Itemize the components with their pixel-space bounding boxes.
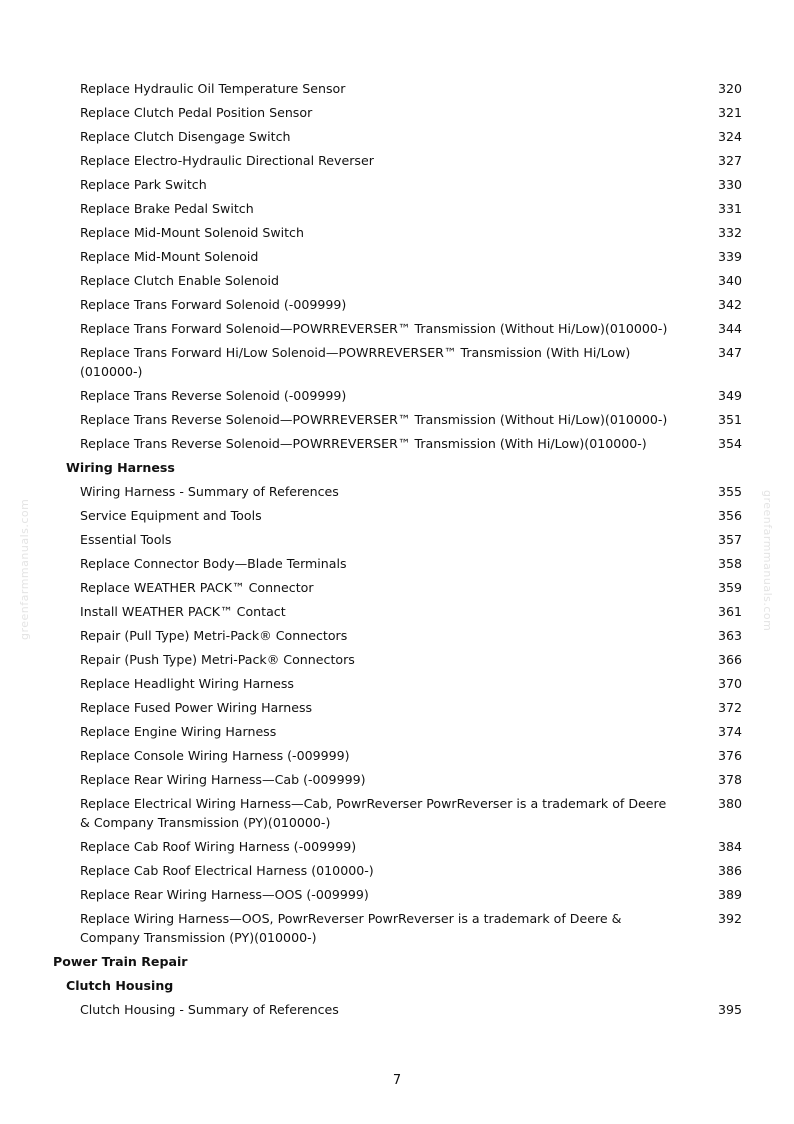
- toc-section-heading[interactable]: [0, 455, 794, 479]
- toc-entry-page: 366: [717, 651, 742, 667]
- toc-entry[interactable]: [0, 148, 794, 172]
- toc-entry-title: Replace Connector Body—Blade Terminals: [80, 555, 347, 571]
- toc-entry-title: Replace Console Wiring Harness (-009999): [80, 747, 350, 763]
- toc-entry[interactable]: [0, 767, 794, 791]
- toc-entry[interactable]: [0, 719, 794, 743]
- toc-entry-page: 351: [717, 411, 742, 427]
- toc-entry-page: 332: [717, 224, 742, 240]
- toc-section-heading[interactable]: [0, 949, 794, 973]
- toc-entry-page: 355: [717, 483, 742, 499]
- toc-entry[interactable]: [0, 599, 794, 623]
- toc-entry[interactable]: [0, 76, 794, 100]
- toc-entry-title: Replace Cab Roof Wiring Harness (-009999): [80, 838, 357, 854]
- toc-entry-page: 376: [717, 747, 742, 763]
- watermark-right: greenfarmmanuals.com: [761, 490, 774, 632]
- toc-entry[interactable]: [0, 527, 794, 551]
- toc-entry[interactable]: [0, 431, 794, 455]
- toc-entry-page: 389: [717, 886, 742, 902]
- watermark-left: greenfarmmanuals.com: [18, 498, 31, 640]
- toc-entry-page: 330: [717, 176, 742, 192]
- toc-entry-title: Replace Trans Reverse Solenoid—POWRREVERSER™ Transmission (Without Hi/Low)(010000-): [80, 411, 668, 427]
- toc-entry-page: 356: [717, 507, 742, 523]
- toc-entry[interactable]: [0, 383, 794, 407]
- toc-entry-title: Replace Fused Power Wiring Harness: [80, 699, 313, 715]
- toc-entry-page: 340: [717, 272, 742, 288]
- toc-entry-title: Clutch Housing: [66, 977, 174, 993]
- toc-entry-page: 347: [717, 344, 742, 360]
- toc-entry[interactable]: [0, 244, 794, 268]
- toc-entry-title: Wiring Harness: [66, 459, 175, 475]
- toc-entry[interactable]: [0, 316, 794, 340]
- toc-entry[interactable]: [0, 743, 794, 767]
- toc-entry[interactable]: [0, 623, 794, 647]
- toc-entry[interactable]: [0, 124, 794, 148]
- toc-entry-title: Replace Engine Wiring Harness: [80, 723, 277, 739]
- toc-entry-page: 358: [717, 555, 742, 571]
- toc-entry-page: 363: [717, 627, 742, 643]
- toc-entry-page: 327: [717, 152, 742, 168]
- toc-entry-page: 324: [717, 128, 742, 144]
- toc-entry-title: Replace Rear Wiring Harness—OOS (-009999): [80, 886, 369, 902]
- toc-entry-title: Replace Park Switch: [80, 176, 207, 192]
- toc-entry-title: Replace Hydraulic Oil Temperature Sensor: [80, 80, 346, 96]
- toc-entry-page: 357: [717, 531, 742, 547]
- toc-entry[interactable]: [0, 834, 794, 858]
- toc-entry[interactable]: [0, 503, 794, 527]
- toc-entry[interactable]: [0, 575, 794, 599]
- toc-entry-title: Replace Brake Pedal Switch: [80, 200, 254, 216]
- toc-entry-page: 320: [717, 80, 742, 96]
- toc-entry-title: Service Equipment and Tools: [80, 507, 262, 523]
- toc-entry[interactable]: [0, 172, 794, 196]
- toc-entry-page: 342: [717, 296, 742, 312]
- toc-entry-title: Replace Mid-Mount Solenoid: [80, 248, 259, 264]
- toc-entry-page: 370: [717, 675, 742, 691]
- toc-entry-page: 392: [717, 910, 742, 926]
- toc-entry-page: 384: [717, 838, 742, 854]
- toc-entry-page: 344: [717, 320, 742, 336]
- toc-entry-page: 372: [717, 699, 742, 715]
- toc-entry-title: Replace Headlight Wiring Harness: [80, 675, 294, 691]
- toc-entry-page: 349: [717, 387, 742, 403]
- toc-entry[interactable]: [0, 791, 794, 834]
- toc-entry[interactable]: [0, 695, 794, 719]
- toc-entry-page: 361: [717, 603, 742, 619]
- toc-entry[interactable]: [0, 997, 794, 1021]
- toc-entry[interactable]: [0, 647, 794, 671]
- toc-entry-page: 378: [717, 771, 742, 787]
- toc-entry-page: 380: [717, 795, 742, 811]
- toc-entry-title: Replace Trans Reverse Solenoid—POWRREVERSER™ Transmission (With Hi/Low)(010000-): [80, 435, 647, 451]
- toc-entry-title: Wiring Harness - Summary of References: [80, 483, 339, 499]
- toc-entry[interactable]: [0, 100, 794, 124]
- toc-entry[interactable]: [0, 196, 794, 220]
- toc-entry-title: Replace Trans Forward Solenoid (-009999): [80, 296, 347, 312]
- toc-entry[interactable]: [0, 479, 794, 503]
- toc-entry-title: Power Train Repair: [53, 953, 188, 969]
- toc-entry-title: Replace Trans Reverse Solenoid (-009999): [80, 387, 347, 403]
- toc-entry-title: Replace Clutch Enable Solenoid: [80, 272, 279, 288]
- toc-entry-page: 331: [717, 200, 742, 216]
- toc-entry-title: Replace Electro-Hydraulic Directional Reverser: [80, 152, 374, 168]
- toc-entry[interactable]: [0, 858, 794, 882]
- toc-entry-page: 354: [717, 435, 742, 451]
- toc-entry-title: Replace Cab Roof Electrical Harness (010000-): [80, 862, 374, 878]
- toc-entry[interactable]: [0, 220, 794, 244]
- toc-entry-title: Replace Mid-Mount Solenoid Switch: [80, 224, 304, 240]
- toc-section-heading[interactable]: [0, 973, 794, 997]
- toc-entry-title: Replace Rear Wiring Harness—Cab (-009999): [80, 771, 366, 787]
- toc-entry[interactable]: [0, 551, 794, 575]
- toc-entry-title: Essential Tools: [80, 531, 172, 547]
- toc-entry-title: Replace Clutch Pedal Position Sensor: [80, 104, 313, 120]
- toc-entry-title: Install WEATHER PACK™ Contact: [80, 603, 286, 619]
- toc-entry[interactable]: [0, 407, 794, 431]
- toc-entry-title: Repair (Push Type) Metri-Pack® Connectors: [80, 651, 355, 667]
- toc-entry[interactable]: [0, 671, 794, 695]
- toc-entry-title: Replace Wiring Harness—OOS, PowrReverser PowrReverser is a trademark of Deere & Company Transmission (PY)(010000-): [80, 910, 622, 945]
- table-of-contents: [0, 76, 794, 1021]
- toc-entry-page: 321: [717, 104, 742, 120]
- toc-entry[interactable]: [0, 882, 794, 906]
- toc-entry-page: 359: [717, 579, 742, 595]
- toc-entry-title: Replace Clutch Disengage Switch: [80, 128, 291, 144]
- toc-entry[interactable]: [0, 906, 794, 949]
- toc-entry-title: Replace Electrical Wiring Harness—Cab, PowrReverser PowrReverser is a trademark of Deere & Company Transmission (PY)(010000-): [80, 795, 667, 830]
- page-number: 7: [392, 1073, 402, 1088]
- toc-entry-title: Replace Trans Forward Hi/Low Solenoid—POWRREVERSER™ Transmission (With Hi/Low) (010000-): [80, 344, 631, 379]
- toc-entry-title: Replace Trans Forward Solenoid—POWRREVERSER™ Transmission (Without Hi/Low)(010000-): [80, 320, 668, 336]
- toc-entry-title: Repair (Pull Type) Metri-Pack® Connectors: [80, 627, 348, 643]
- toc-entry-page: 395: [717, 1001, 742, 1017]
- toc-entry-page: 374: [717, 723, 742, 739]
- toc-entry[interactable]: [0, 292, 794, 316]
- toc-entry-page: 386: [717, 862, 742, 878]
- toc-entry-page: 339: [717, 248, 742, 264]
- toc-entry[interactable]: [0, 268, 794, 292]
- toc-entry[interactable]: [0, 340, 794, 383]
- toc-entry-title: Replace WEATHER PACK™ Connector: [80, 579, 314, 595]
- toc-entry-title: Clutch Housing - Summary of References: [80, 1001, 339, 1017]
